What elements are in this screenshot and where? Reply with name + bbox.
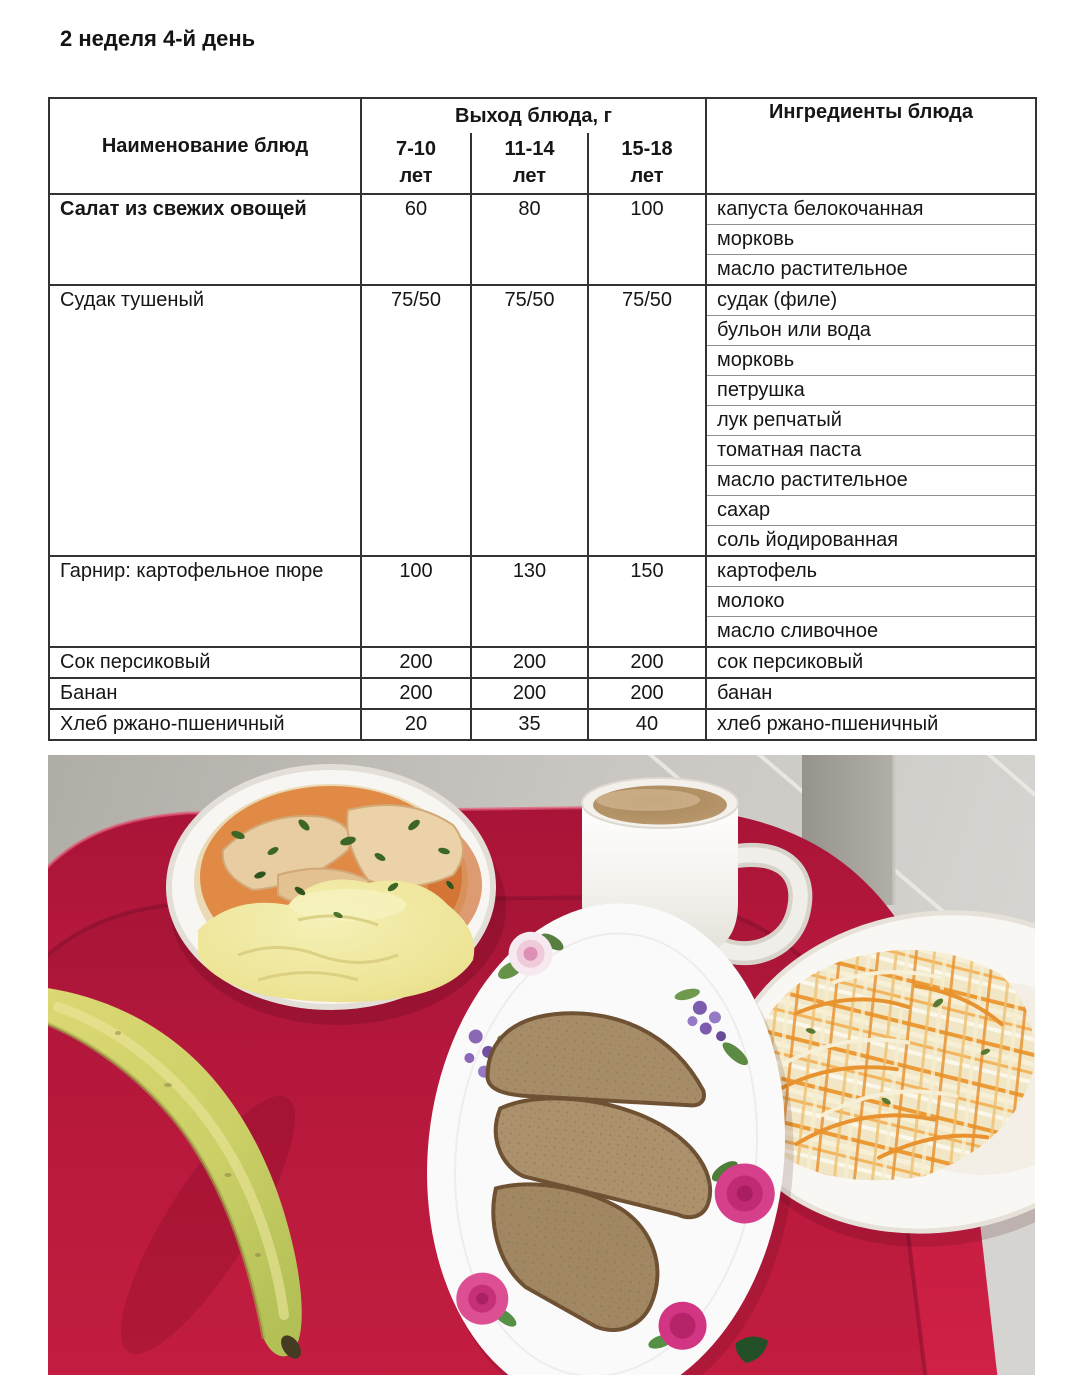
dish-name-cell: Гарнир: картофельное пюре [49,556,361,647]
ingredient-cell: петрушка [706,376,1036,406]
portion-weight-cell: 200 [471,647,588,678]
ingredient-cell: банан [706,678,1036,709]
ingredient-cell: соль йодированная [706,526,1036,557]
header-age-7-10: 7-10 лет [361,133,471,194]
page-title: 2 неделя 4-й день [60,26,256,51]
table-row [49,556,1036,587]
portion-weight-cell: 75/50 [588,285,706,556]
ingredient-cell: лук репчатый [706,406,1036,436]
portion-weight-cell: 60 [361,194,471,285]
dish-name-cell: Хлеб ржано-пшеничный [49,709,361,740]
table-row [49,194,1036,225]
portion-weight-cell: 100 [588,194,706,285]
portion-weight-cell: 130 [471,556,588,647]
food-tray-photo [48,755,1035,1375]
portion-weight-cell: 75/50 [471,285,588,556]
dish-name-cell: Салат из свежих овощей [49,194,361,285]
header-age-15-18: 15-18 лет [588,133,706,194]
ingredient-cell: капуста белокочанная [706,194,1036,225]
portion-weight-cell: 200 [471,678,588,709]
dish-name-cell: Банан [49,678,361,709]
table-header-row [49,98,1036,133]
header-age-11-14: 11-14 лет [471,133,588,194]
dish-name-cell: Судак тушеный [49,285,361,556]
portion-weight-cell: 200 [588,678,706,709]
portion-weight-cell: 100 [361,556,471,647]
portion-weight-cell: 80 [471,194,588,285]
header-ingredients: Ингредиенты блюда [706,98,1036,194]
dish-name-cell: Сок персиковый [49,647,361,678]
header-output: Выход блюда, г [361,98,706,133]
ingredient-cell: бульон или вода [706,316,1036,346]
ingredient-cell: морковь [706,346,1036,376]
portion-weight-cell: 200 [361,647,471,678]
portion-weight-cell: 150 [588,556,706,647]
portion-weight-cell: 40 [588,709,706,740]
table-row [49,647,1036,678]
portion-weight-cell: 75/50 [361,285,471,556]
table-row [49,285,1036,316]
ingredient-cell: морковь [706,225,1036,255]
portion-weight-cell: 200 [588,647,706,678]
table-row [49,678,1036,709]
menu-table [48,97,1037,741]
ingredient-cell: масло растительное [706,466,1036,496]
ingredient-cell: хлеб ржано-пшеничный [706,709,1036,740]
ingredient-cell: молоко [706,587,1036,617]
ingredient-cell: сок персиковый [706,647,1036,678]
portion-weight-cell: 20 [361,709,471,740]
ingredient-cell: масло сливочное [706,617,1036,648]
portion-weight-cell: 35 [471,709,588,740]
portion-weight-cell: 200 [361,678,471,709]
ingredient-cell: томатная паста [706,436,1036,466]
ingredient-cell: масло растительное [706,255,1036,286]
ingredient-cell: судак (филе) [706,285,1036,316]
header-dish-name: Наименование блюд [49,98,361,194]
ingredient-cell: сахар [706,496,1036,526]
table-row [49,709,1036,740]
ingredient-cell: картофель [706,556,1036,587]
